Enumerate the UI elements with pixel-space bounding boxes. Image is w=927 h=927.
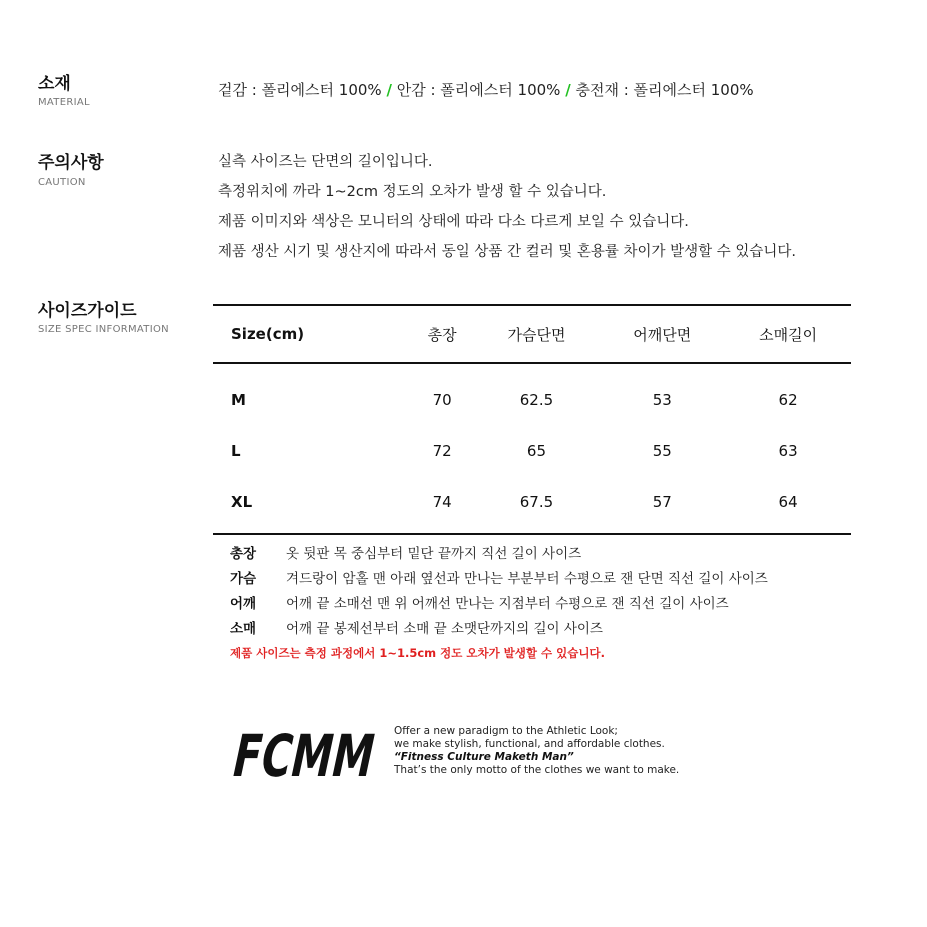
header-length: 총장	[411, 305, 474, 363]
material-outer: 겉감 : 폴리에스터 100%	[218, 81, 382, 99]
size-guide-subtitle: SIZE SPEC INFORMATION	[38, 324, 169, 335]
value-cell: 57	[599, 476, 725, 534]
value-cell: 70	[432, 390, 452, 409]
value-cell: 62.5	[519, 390, 554, 409]
table-row	[213, 363, 851, 425]
header-sleeve: 소매길이	[725, 305, 851, 363]
material-info	[218, 79, 754, 100]
definition-text: 옷 뒷판 목 중심부터 밑단 끝까지 직선 길이 사이즈	[286, 546, 582, 562]
size-table	[213, 304, 851, 535]
material-filling: 충전재 : 폴리에스터 100%	[575, 81, 754, 99]
fcmm-logo	[226, 718, 439, 790]
definition-key: 소매	[230, 621, 257, 637]
material-lining: 안감 : 폴리에스터 100%	[396, 81, 561, 99]
measurement-definitions	[230, 544, 768, 662]
size-cell: XL	[213, 476, 411, 534]
material-title: 소재	[38, 74, 71, 94]
value-cell: 67.5	[474, 476, 600, 534]
brand-motto: “Fitness Culture Maketh Man”	[394, 751, 574, 763]
value-cell: 65	[526, 441, 547, 460]
header-chest: 가슴단면	[474, 305, 600, 363]
brand-tagline	[394, 725, 679, 777]
caution-title: 주의사항	[38, 153, 104, 173]
caution-line: 측정위치에 까라 1~2cm 정도의 오차가 발생 할 수 있습니다.	[218, 184, 607, 200]
value-cell: 72	[432, 441, 452, 460]
definition-row	[230, 544, 768, 569]
definition-key: 가슴	[230, 571, 257, 587]
caution-line: 제품 이미지와 색상은 모니터의 상태에 따라 다소 다르게 보일 수 있습니다.	[218, 214, 689, 230]
material-separator: /	[565, 81, 571, 99]
table-row	[213, 476, 851, 534]
caution-line: 제품 생산 시기 및 생산지에 따라서 동일 상품 간 컬러 및 혼용률 차이가 발생할 수 있습니다.	[218, 244, 796, 260]
material-separator: /	[386, 81, 392, 99]
table-row	[213, 425, 851, 476]
definition-row	[230, 594, 768, 619]
material-subtitle: MATERIAL	[38, 97, 90, 108]
definition-row	[230, 619, 768, 644]
tagline-line: That’s the only motto of the clothes we want to make.	[394, 764, 680, 776]
size-guide-title: 사이즈가이드	[38, 301, 137, 321]
definition-text: 어깨 끝 봉제선부터 소매 끝 소맷단까지의 길이 사이즈	[286, 621, 603, 637]
value-cell: 62	[778, 390, 798, 409]
value-cell: 63	[778, 441, 798, 460]
caution-list	[218, 152, 796, 272]
definition-text: 어깨 끝 소매선 맨 위 어깨선 만나는 지점부터 수평으로 잰 직선 길이 사이즈	[286, 596, 729, 612]
definition-key: 총장	[230, 546, 257, 562]
definition-key: 어깨	[230, 596, 257, 612]
header-size: Size(cm)	[213, 305, 411, 363]
value-cell: 74	[411, 476, 474, 534]
value-cell: 53	[652, 390, 672, 409]
value-cell: 64	[725, 476, 851, 534]
tagline-line: we make stylish, functional, and affordable clothes.	[394, 738, 665, 750]
table-header-row	[213, 305, 851, 363]
size-cell: M	[231, 390, 246, 409]
size-warning: 제품 사이즈는 측정 과정에서 1~1.5cm 정도 오차가 발생할 수 있습니다.	[230, 646, 605, 660]
logo-text: FCMM	[226, 722, 439, 790]
definition-row	[230, 569, 768, 594]
caution-line: 실측 사이즈는 단면의 길이입니다.	[218, 154, 433, 170]
definition-text: 겨드랑이 암홀 맨 아래 옆선과 만나는 부분부터 수평으로 잰 단면 직선 길이 사이즈	[286, 571, 768, 587]
header-shoulder: 어깨단면	[599, 305, 725, 363]
value-cell: 55	[652, 441, 672, 460]
tagline-line: Offer a new paradigm to the Athletic Look;	[394, 725, 618, 737]
caution-subtitle: CAUTION	[38, 177, 86, 188]
size-cell: L	[231, 441, 241, 460]
